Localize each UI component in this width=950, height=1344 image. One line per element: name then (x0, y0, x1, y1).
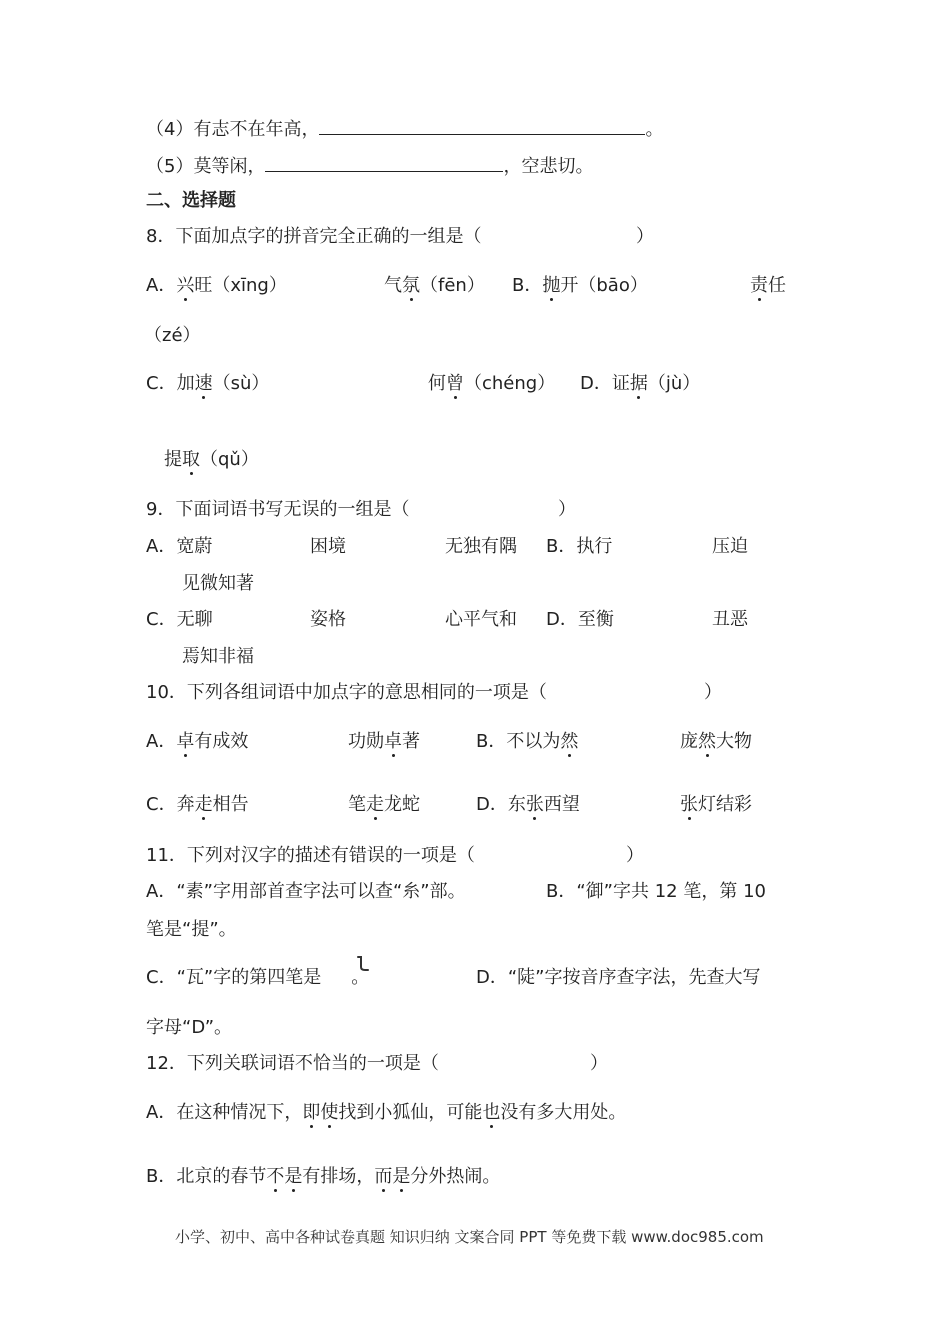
q9-a-word2: 困境 (310, 536, 346, 557)
dotted-char: 而 (374, 1166, 393, 1187)
q5-blank[interactable] (265, 153, 503, 172)
q8-stem: 8．下面加点字的拼音完全正确的一组是（ (146, 226, 482, 247)
q4-line (146, 116, 663, 142)
q8-d-label: D． (580, 373, 612, 394)
q11-option-d-cont: 字母“D”。 (146, 1017, 233, 1038)
dotted-char: 使 (320, 1102, 339, 1123)
page-footer: 小学、初中、高中各种试卷真题 知识归纳 文案合同 PPT 等免费下载 www.doc985.com (175, 1228, 764, 1246)
hengzhewan-stroke-icon (356, 955, 370, 973)
q9-d-word2: 丑恶 (712, 609, 748, 630)
dotted-char: 走 (194, 794, 213, 815)
q8-option-c-word2: 何曾（chéng） (428, 373, 556, 394)
q12-option-b[interactable]: B．北京的春节不是有排场，而是分外热闹。 (146, 1166, 501, 1187)
q10-c-word2: 笔走龙蛇 (348, 794, 420, 815)
q11-close: ） (626, 845, 644, 866)
q4-blank[interactable] (319, 116, 645, 135)
dotted-char: 张 (680, 794, 698, 815)
dotted-char: 兴 (176, 275, 195, 296)
dotted-char: 卓 (384, 731, 402, 752)
q5-text: （5）莫等闲， (146, 156, 266, 177)
q10-option-a[interactable]: A．卓有成效 (146, 731, 249, 752)
section-title: 二、选择题 (146, 190, 236, 211)
dotted-char: 走 (366, 794, 384, 815)
q8-option-c[interactable]: C．加速（sù） (146, 373, 270, 394)
dotted-char: 即 (302, 1102, 321, 1123)
q12-option-a[interactable]: A．在这种情况下，即使找到小狐仙，可能也没有多大用处。 (146, 1102, 627, 1123)
q4-text: （4）有志不在年高， (146, 119, 320, 140)
dotted-char: 卓 (176, 731, 195, 752)
q9-option-c[interactable]: C．无聊 (146, 609, 213, 630)
dotted-char: 张 (525, 794, 544, 815)
q9-c-word2: 姿格 (310, 609, 346, 630)
q10-d-word2: 张灯结彩 (680, 794, 752, 815)
dotted-char: 是 (392, 1166, 411, 1187)
q4-end: 。 (645, 119, 664, 140)
q9-stem: 9．下面词语书写无误的一组是（ (146, 499, 410, 520)
dotted-char: 责 (750, 275, 768, 296)
dotted-char: 也 (482, 1102, 501, 1123)
q9-option-a[interactable]: A．宽蔚 (146, 536, 213, 557)
q9-c-word3: 心平气和 (445, 609, 517, 630)
q10-close: ） (704, 682, 722, 703)
q12-stem: 12．下列关联词语不恰当的一项是（ (146, 1053, 439, 1074)
dotted-char: 氛 (402, 275, 420, 296)
q9-a-word3: 无独有隅 (445, 536, 517, 557)
q11-option-d[interactable]: D．“陡”字按音序查字法，先查大写 (476, 967, 761, 988)
q9-d-word3: 焉知非福 (182, 646, 254, 667)
dotted-char: 速 (194, 373, 213, 394)
q9-b-word2: 压迫 (712, 536, 748, 557)
dotted-char: 然 (698, 731, 716, 752)
dotted-char: 据 (629, 373, 648, 394)
q8-a-label: A． (146, 275, 177, 296)
dotted-char: 是 (284, 1166, 303, 1187)
q10-b-word2: 庞然大物 (680, 731, 752, 752)
q10-stem: 10．下列各组词语中加点字的意思相同的一项是（ (146, 682, 547, 703)
q5-line (146, 153, 593, 179)
q8-c-label: C． (146, 373, 177, 394)
q8-close: ） (636, 226, 654, 247)
q11-option-b[interactable]: B．“御”字共 12 笔，第 10 (546, 881, 766, 902)
q8-option-a-word2: 气氛（fēn） (384, 275, 485, 296)
q10-option-b[interactable]: B．不以为然 (476, 731, 579, 752)
q11-stem: 11．下列对汉字的描述有错误的一项是（ (146, 845, 475, 866)
dotted-char: 曾 (446, 373, 464, 394)
q10-option-d[interactable]: D．东张西望 (476, 794, 580, 815)
dotted-char: 然 (560, 731, 579, 752)
q12-close: ） (590, 1053, 608, 1074)
q8-option-d-word2: 提取（qǔ） (164, 449, 259, 470)
q8-option-b-cont: （zé） (144, 325, 201, 346)
q8-option-b[interactable]: B．抛开（bāo） (512, 275, 648, 296)
dotted-char: 取 (182, 449, 200, 470)
q9-b-word3: 见微知著 (182, 573, 254, 594)
q11-option-a[interactable]: A．“素”字用部首查字法可以查“糸”部。 (146, 881, 466, 902)
q11-option-b-cont: 笔是“提”。 (146, 919, 237, 940)
dotted-char: 不 (266, 1166, 285, 1187)
q8-option-a[interactable]: A．兴旺（xīng） (146, 275, 287, 296)
q9-close: ） (558, 499, 576, 520)
q8-option-b-word2: 责任 (750, 275, 786, 296)
q8-option-d[interactable]: D．证据（jù） (580, 373, 701, 394)
q9-option-d[interactable]: D．至衡 (546, 609, 614, 630)
q9-option-b[interactable]: B．执行 (546, 536, 613, 557)
q10-a-word2: 功勋卓著 (348, 731, 420, 752)
dotted-char: 抛 (542, 275, 561, 296)
q11-option-c[interactable]: C．“瓦”字的第四笔是 。 (146, 967, 370, 988)
q10-option-c[interactable]: C．奔走相告 (146, 794, 249, 815)
q8-b-label: B． (512, 275, 543, 296)
q5-end: ，空悲切。 (503, 156, 594, 177)
